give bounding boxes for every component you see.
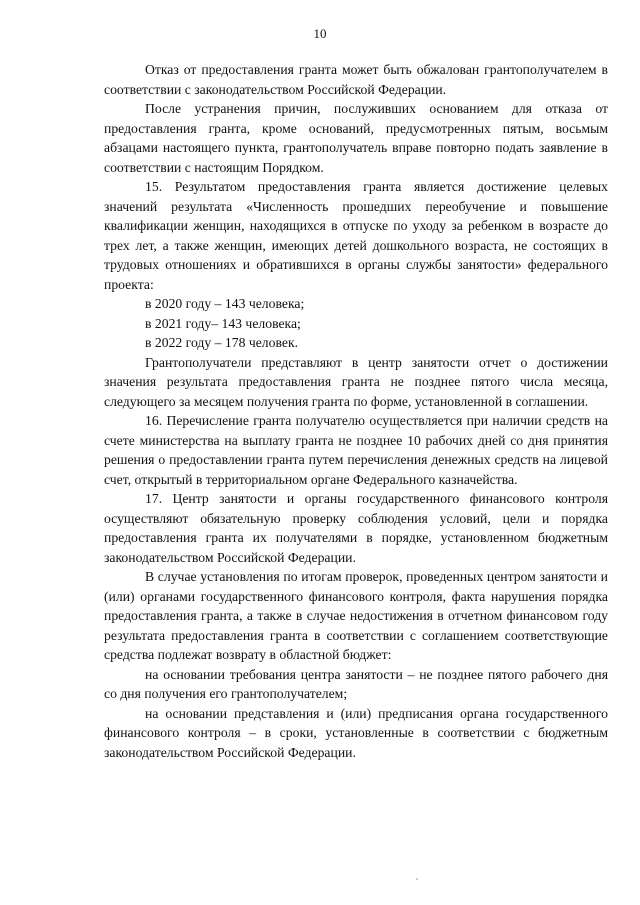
paragraph-resubmission: После устранения причин, послуживших основанием для отказа от предоставления гранта, кроме оснований, предусмотренных пятым, восьмым абзацами настоящего пункта, грантополучатель вправе повторно подать заявление в соответствии с настоящим Порядком. — [104, 101, 608, 175]
target-2020: в 2020 году – 143 человека; — [145, 296, 305, 311]
paragraph-violation: В случае установления по итогам проверок, проведенных центром занятости и (или) органами государственного финансового контроля, факта нарушения порядка предоставления гранта, а также в случае недостижения в отчетном финансовом году результата предоставления гранта в соответствии с соглашением соответствующие средства подлежат возврату в областной бюджет: — [104, 569, 608, 662]
paragraph-item-15: 15. Результатом предоставления гранта является достижение целевых значений результата «Численность прошедших переобучение и повышение квалификации женщин, находящихся в отпуске по уходу за ребенком в возрасте до трех лет, а также женщин, имеющих детей дошкольного возраста, не состоящих в трудовых отношениях и обратившихся в органы службы занятости» федерального проекта: — [104, 179, 608, 292]
paragraph-report: Грантополучатели представляют в центр занятости отчет о достижении значения результата предоставления гранта не позднее пятого числа месяца, следующего за месяцем получения гранта по форме, установленной в соглашении. — [104, 354, 608, 409]
paragraph-return-by-order: на основании представления и (или) предписания органа государственного финансового контроля – в сроки, установленные в соответствии с бюджетным законодательством Российской Федерации. — [104, 705, 608, 760]
target-2021: в 2021 году– 143 человека; — [145, 315, 301, 331]
paragraph-return-by-requirement: на основании требования центра занятости – не позднее пятого рабочего дня со дня получения его грантополучателем; — [104, 666, 608, 701]
paragraph-item-17: 17. Центр занятости и органы государственного финансового контроля осуществляют обязательную проверку соблюдения условий, цели и порядка предоставления гранта их получателями в порядке, установленном бюджетным законодательством Российской Федерации. — [104, 491, 608, 565]
target-2022: в 2022 году – 178 человек. — [145, 335, 299, 350]
paragraph-appeal: Отказ от предоставления гранта может быть обжалован грантополучателем в соответствии с законодательством Российской Федерации. — [104, 62, 608, 97]
page-number: 10 — [313, 26, 327, 41]
paragraph-item-16: 16. Перечисление гранта получателю осуществляется при наличии средств на счете министерства на выплату гранта не позднее 10 рабочих дней со дня принятия решения о предоставлении гранта путем перечисления денежных средств на лицевой счет, открытый в территориальном органе Федерального казначейства. — [104, 413, 608, 487]
document-body — [104, 60, 608, 762]
scan-speck — [416, 878, 418, 880]
